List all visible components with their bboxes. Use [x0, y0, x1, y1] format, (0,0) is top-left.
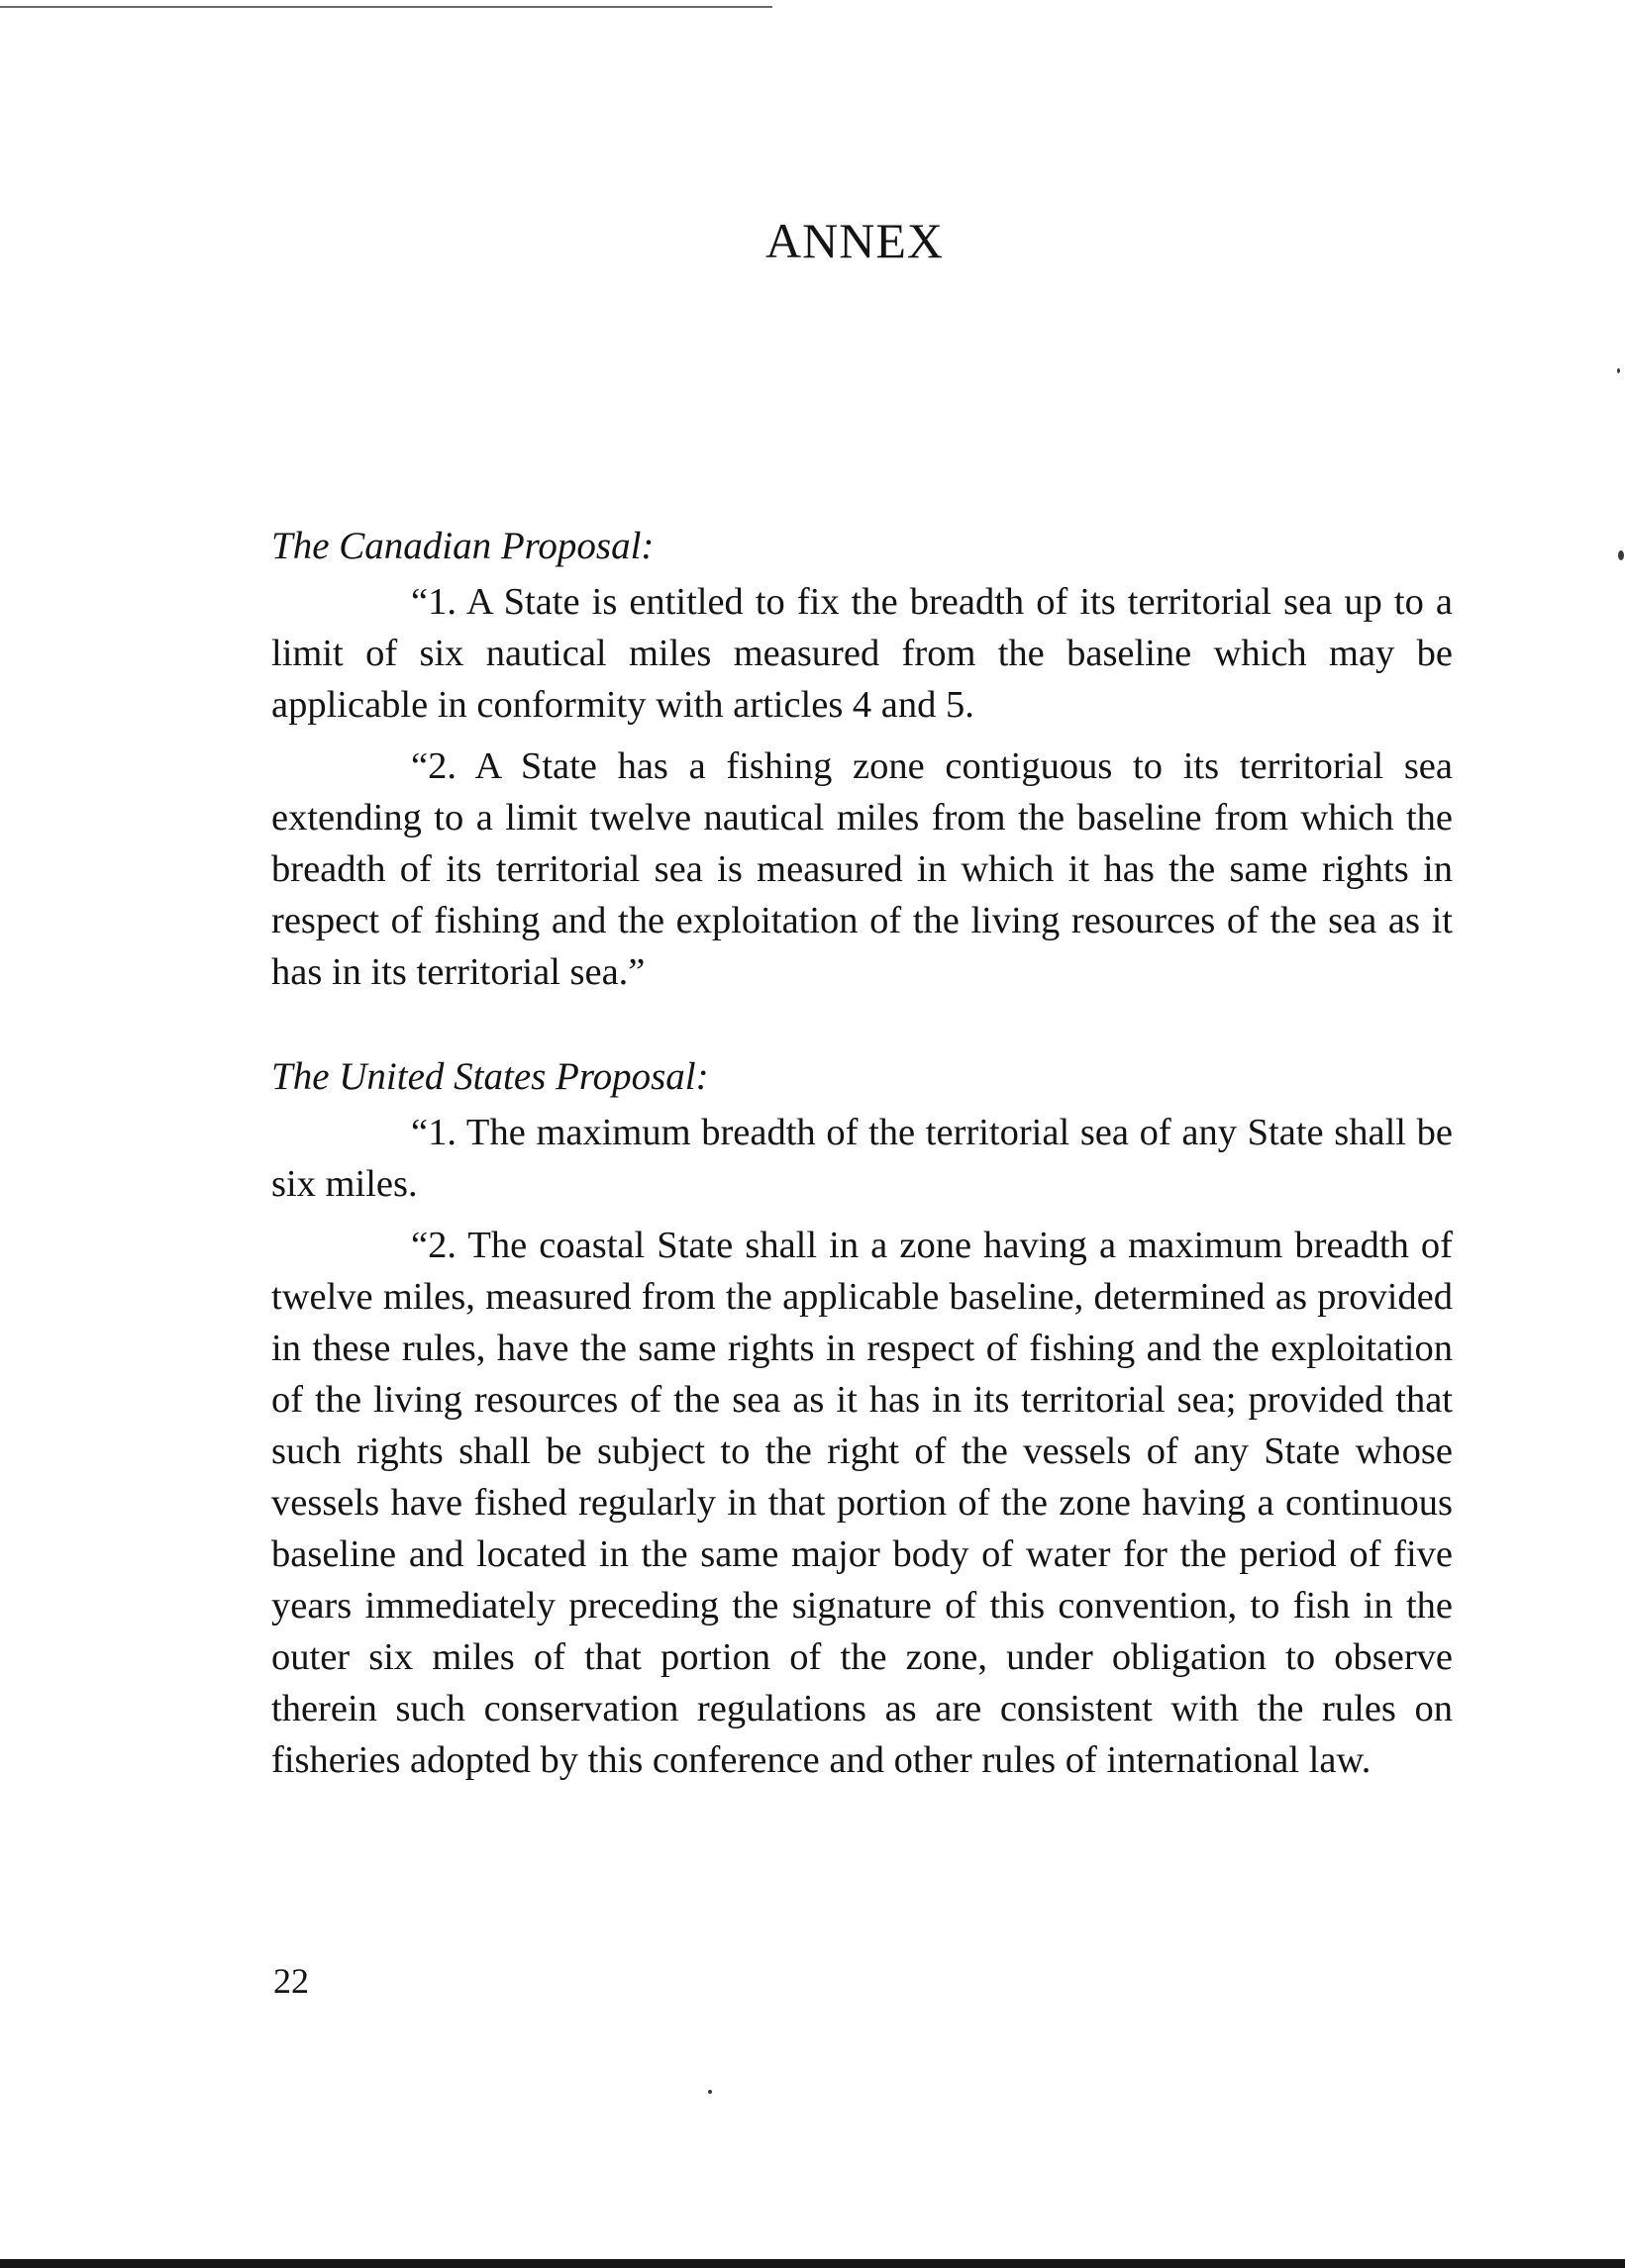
proposal-paragraph: “2. The coastal State shall in a zone having a maximum breadth of twelve miles, measured from the applicable baseline, determined as provided in these rules, have the same rights in respect of fishing and the exploitation of the living resources of the sea as it has in its territorial sea; provided that such rights shall be subject to the right of the vessels of any State whose vessels have fished regularly in that portion of the zone having a continuous baseline and located in the same major body of water for the period of five years immediately preceding the signature of this convention, to fish in the outer six miles of that portion of the zone, under obligation to observe therein such conservation regulations as are consistent with the rules on fisheries adopted by this conference and other rules of international law.: [271, 1225, 1453, 1781]
scan-speck: [1618, 550, 1624, 560]
scan-bottom-edge: [0, 2259, 1625, 2268]
proposal-paragraph: “2. A State has a fishing zone contiguous to its territorial sea extending to a limit twelve nautical miles from the baseline from which the breadth of its territorial sea is measured in which it has the same rights in respect of fishing and the exploitation of the living resources of the sea as it has in its territorial sea.”: [271, 745, 1453, 993]
page-number: 22: [273, 1961, 309, 2001]
scan-speck: [708, 2090, 712, 2094]
section-heading: The United States Proposal:: [271, 1055, 709, 1098]
scan-speck: [1617, 368, 1620, 373]
page-title: ANNEX: [765, 213, 944, 268]
section-heading: The Canadian Proposal:: [271, 525, 655, 567]
section-canadian-proposal: [271, 521, 1453, 1008]
scan-top-rule: [0, 6, 772, 8]
section-united-states-proposal: [271, 1051, 1453, 1796]
proposal-paragraph: “1. A State is entitled to fix the breadth of its territorial sea up to a limit of six nautical miles measured from the baseline which may be applicable in conformity with articles 4 and 5.: [271, 581, 1453, 726]
proposal-paragraph: “1. The maximum breadth of the territorial sea of any State shall be six miles.: [271, 1112, 1453, 1205]
